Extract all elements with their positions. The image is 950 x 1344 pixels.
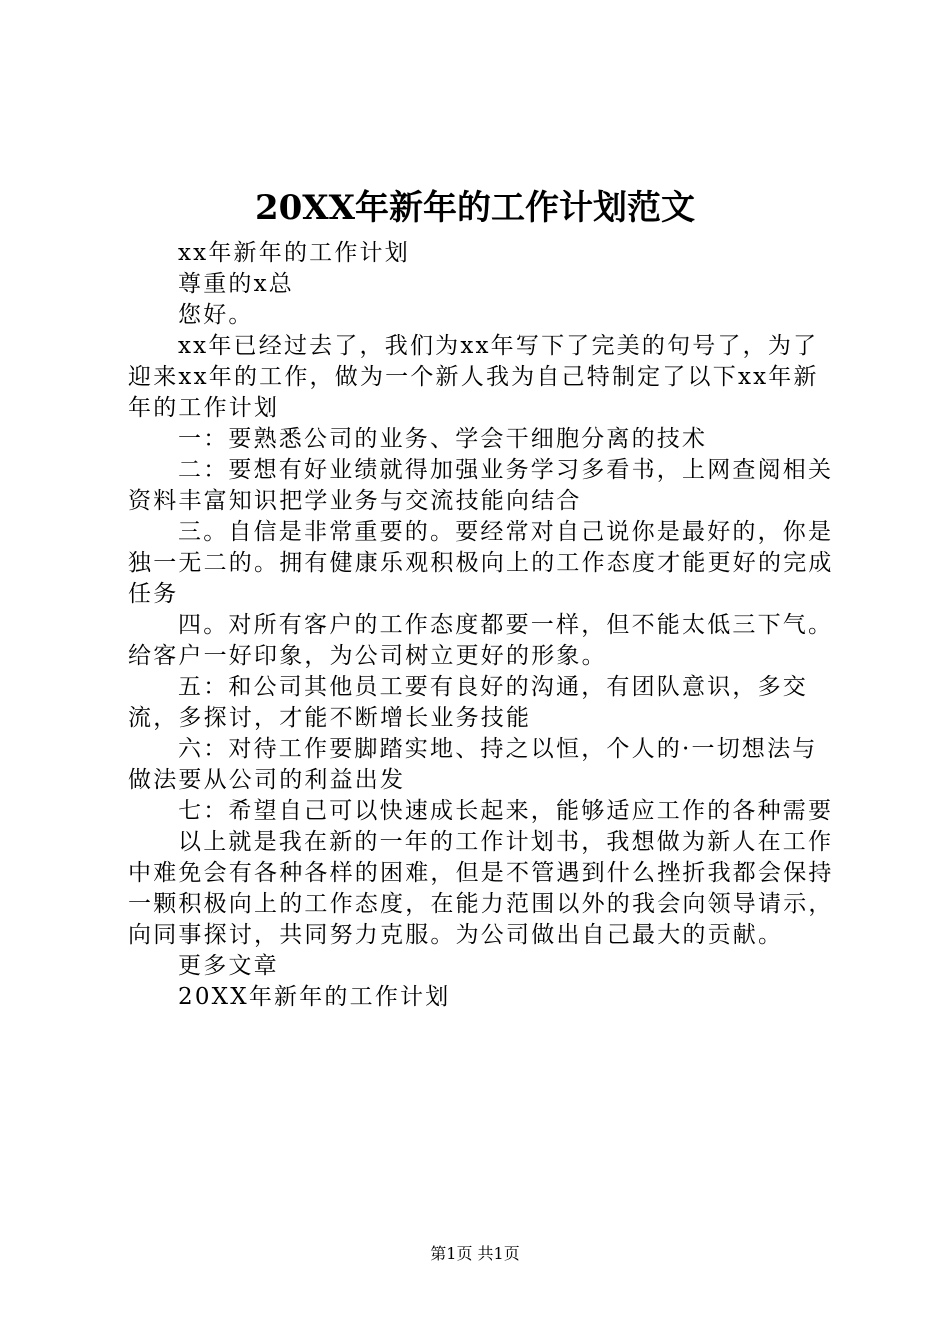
paragraph-item-4: 四。对所有客户的工作态度都要一样，但不能太低三下气。给客户一好印象，为公司树立更好的形象。 bbox=[128, 612, 834, 669]
paragraph-intro: xx年已经过去了，我们为xx年写下了完美的句号了，为了迎来xx年的工作，做为一个新人我为自己特制定了以下xx年新年的工作计划 bbox=[128, 333, 819, 421]
related-article-link[interactable]: 20XX年新年的工作计划 bbox=[178, 984, 451, 1010]
paragraph-item-3: 三。自信是非常重要的。要经常对自己说你是最好的，你是独一无二的。拥有健康乐观积极向上的工作态度才能更好的完成任务 bbox=[128, 519, 834, 607]
paragraph-item-2: 二：要想有好业绩就得加强业务学习多看书，上网查阅相关资料丰富知识把学业务与交流技能向结合 bbox=[128, 457, 834, 514]
paragraph-item-7: 七：希望自己可以快速成长起来，能够适应工作的各种需要 bbox=[178, 798, 834, 824]
document-body bbox=[128, 238, 840, 1013]
page-footer: 第1页 共1页 bbox=[430, 1244, 520, 1263]
paragraph-greeting: 您好。 bbox=[178, 302, 254, 328]
paragraph-item-5: 五：和公司其他员工要有良好的沟通，有团队意识，多交流，多探讨，才能不断增长业务技能 bbox=[128, 674, 808, 731]
paragraph-item-6: 六：对待工作要脚踏实地、持之以恒，个人的·一切想法与做法要从公司的利益出发 bbox=[128, 736, 818, 793]
more-articles-label: 更多文章 bbox=[178, 953, 279, 979]
document-title: 20XX年新年的工作计划范文 bbox=[254, 188, 696, 228]
paragraph-conclusion: 以上就是我在新的一年的工作计划书，我想做为新人在工作中难免会有各种各样的困难，但是不管遇到什么挫折我都会保持一颗积极向上的工作态度，在能力范围以外的我会向领导请示，向同事探讨，共同努力克服。为公司做出自己最大的贡献。 bbox=[128, 829, 834, 948]
paragraph-salutation: 尊重的x总 bbox=[178, 271, 294, 297]
paragraph-item-1: 一：要熟悉公司的业务、学会干细胞分离的技术 bbox=[178, 426, 708, 452]
paragraph-heading: xx年新年的工作计划 bbox=[178, 240, 410, 266]
